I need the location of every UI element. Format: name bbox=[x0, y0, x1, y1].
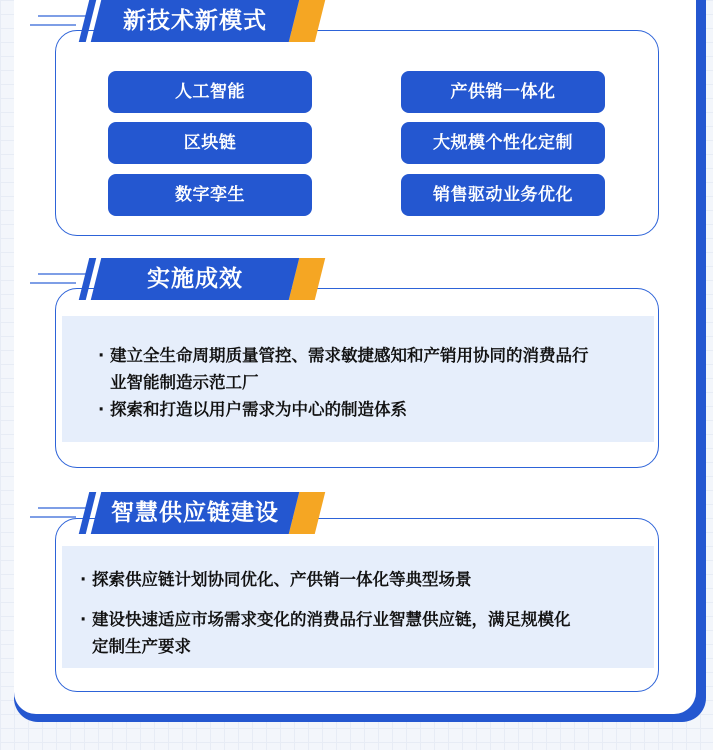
header-line bbox=[30, 24, 76, 26]
section-supply-chain-header bbox=[30, 492, 330, 534]
section-title: 新技术新模式 bbox=[123, 8, 267, 34]
bullet-marker: · bbox=[98, 400, 105, 419]
bullet-text: 业智能制造示范工厂 bbox=[110, 373, 259, 392]
bullet-text: 探索供应链计划协同优化、产供销一体化等典型场景 bbox=[92, 570, 472, 589]
header-line bbox=[30, 282, 76, 284]
bullet-text: 探索和打造以用户需求为中心的制造体系 bbox=[110, 400, 407, 419]
section-results-header bbox=[30, 258, 330, 300]
header-line bbox=[38, 273, 86, 275]
results-bullet bbox=[98, 342, 640, 396]
header-line bbox=[38, 507, 86, 509]
section-new-tech-header bbox=[30, 0, 330, 42]
header-line bbox=[38, 15, 86, 17]
header-line bbox=[30, 516, 76, 518]
supply-chain-bullet bbox=[80, 606, 642, 660]
bullet-marker: · bbox=[80, 570, 87, 589]
tech-item-sales-driven: 销售驱动业务优化 bbox=[401, 174, 605, 216]
tech-item-digital-twin: 数字孪生 bbox=[108, 174, 312, 216]
bullet-text: 定制生产要求 bbox=[92, 637, 191, 656]
tech-item-integration: 产供销一体化 bbox=[401, 71, 605, 113]
bullet-marker: · bbox=[98, 346, 105, 365]
tech-item-ai: 人工智能 bbox=[108, 71, 312, 113]
tech-item-customization: 大规模个性化定制 bbox=[401, 122, 605, 164]
supply-chain-bullet bbox=[80, 566, 642, 593]
tech-item-blockchain: 区块链 bbox=[108, 122, 312, 164]
bullet-marker: · bbox=[80, 610, 87, 629]
bullet-text: 建设快速适应市场需求变化的消费品行业智慧供应链，满足规模化 bbox=[92, 610, 571, 629]
section-title: 实施成效 bbox=[147, 266, 243, 292]
results-bullet bbox=[98, 396, 640, 423]
section-title: 智慧供应链建设 bbox=[111, 500, 279, 526]
bullet-text: 建立全生命周期质量管控、需求敏捷感知和产销用协同的消费品行 bbox=[110, 346, 589, 365]
